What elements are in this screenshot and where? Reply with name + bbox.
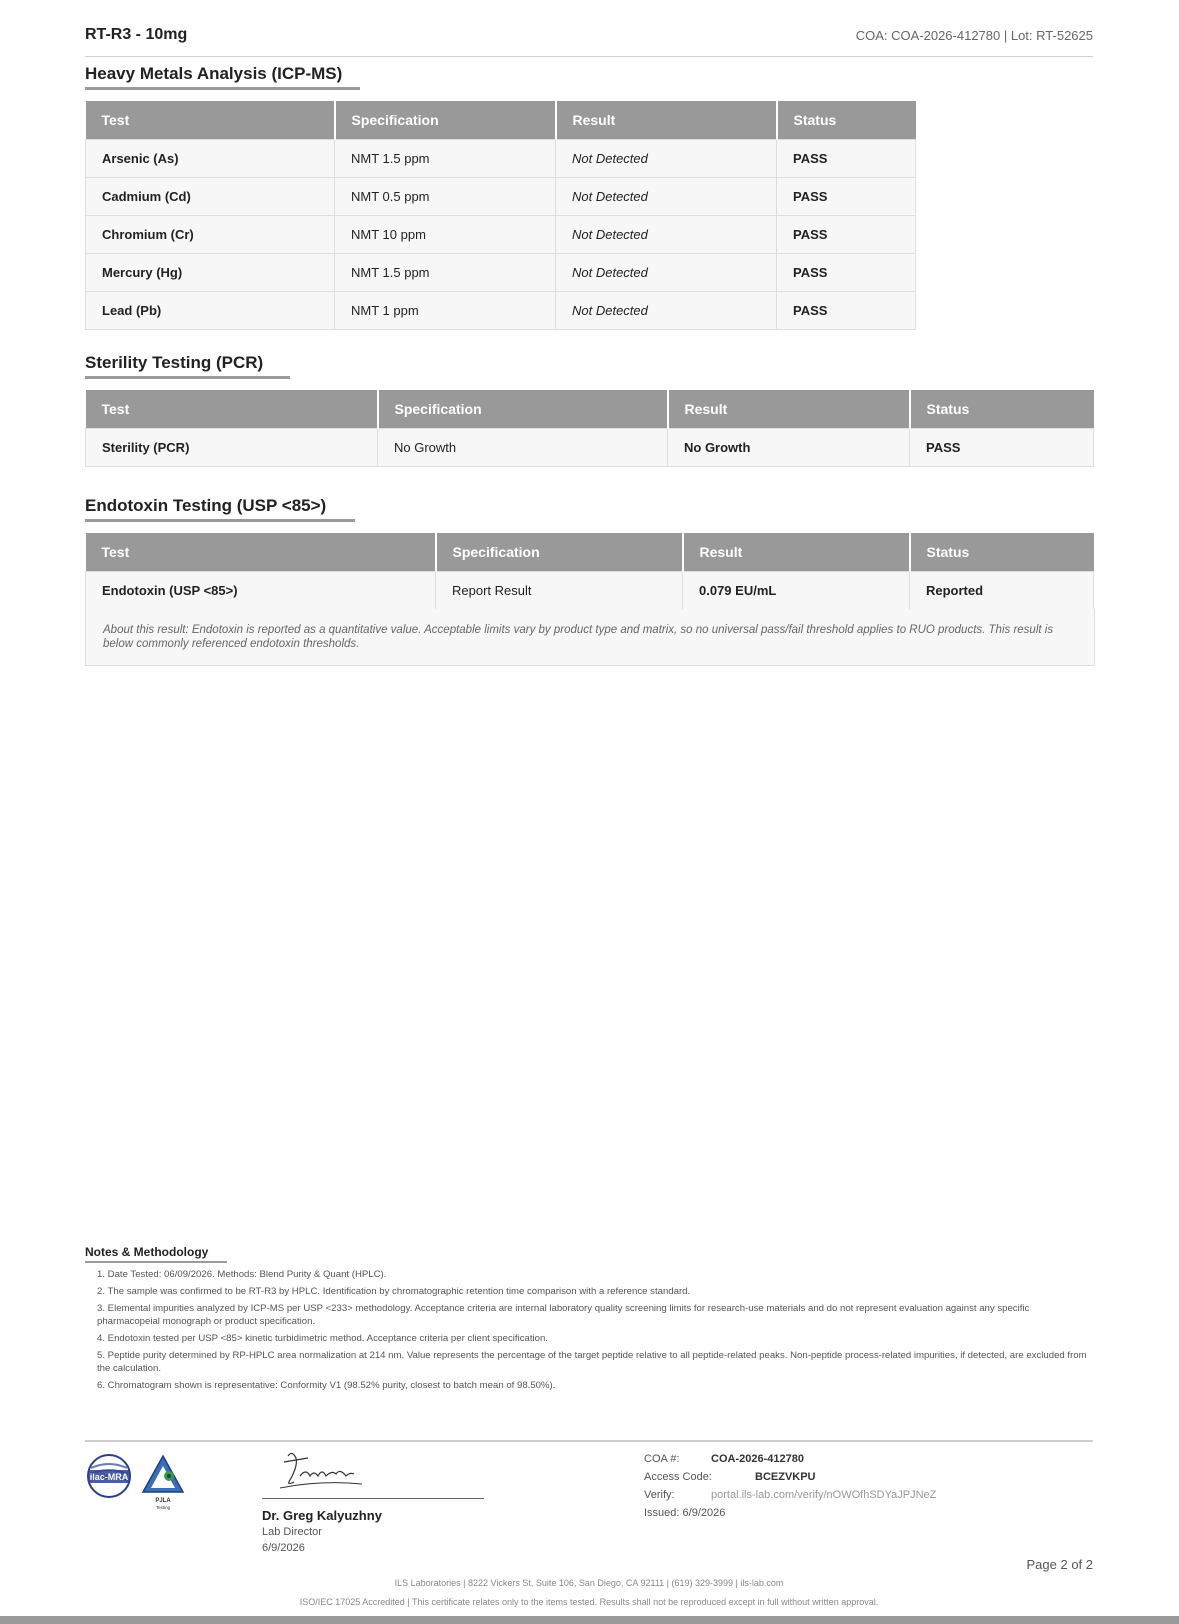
certificate-meta xyxy=(644,1453,936,1525)
table-header-row xyxy=(86,390,1094,429)
status-cell: PASS xyxy=(777,140,916,178)
access-code-value: BCEZVKPU xyxy=(755,1471,816,1483)
signature-line xyxy=(262,1498,484,1499)
spec-cell: No Growth xyxy=(378,429,668,467)
col-test: Test xyxy=(86,390,378,429)
endotoxin-about-note: About this result: Endotoxin is reported as a quantitative value. Acceptable limits vary by product type and matrix, so no universal pass/fail threshold applies to RUO products. This result is below commonly referenced endotoxin thresholds. xyxy=(85,609,1095,666)
col-specification: Specification xyxy=(378,390,668,429)
endotoxin-title: Endotoxin Testing (USP <85>) xyxy=(85,496,355,522)
coa-number-value: COA-2026-412780 xyxy=(711,1453,804,1465)
status-cell: PASS xyxy=(777,178,916,216)
heavy-metals-table xyxy=(85,101,916,330)
access-code-label: Access Code: xyxy=(644,1471,712,1483)
spec-cell: Report Result xyxy=(436,572,683,610)
col-specification: Specification xyxy=(335,101,556,140)
signer-date: 6/9/2026 xyxy=(262,1542,305,1554)
status-cell: PASS xyxy=(910,429,1094,467)
notes-title: Notes & Methodology xyxy=(85,1245,227,1263)
note-item: 2. The sample was confirmed to be RT-R3 by HPLC. Identification by chromatographic retention time comparison with a reference standard. xyxy=(97,1286,691,1297)
footer-divider xyxy=(85,1440,1093,1442)
col-status: Status xyxy=(910,533,1094,572)
table-row xyxy=(86,429,1094,467)
verify-label: Verify: xyxy=(644,1489,675,1501)
table-row xyxy=(86,292,916,330)
note-item: 4. Endotoxin tested per USP <85> kinetic turbidimetric method. Acceptance criteria per client specification. xyxy=(97,1333,548,1344)
lab-address: ILS Laboratories | 8222 Vickers St, Suite 106, San Diego, CA 92111 | (619) 329-3999 | ils-lab.com xyxy=(394,1578,784,1588)
ilac-logo-text: ilac-MRA xyxy=(89,1472,129,1482)
product-name: RT-R3 - 10mg xyxy=(85,26,188,43)
col-result: Result xyxy=(556,101,777,140)
test-cell: Sterility (PCR) xyxy=(86,429,378,467)
status-cell: PASS xyxy=(777,254,916,292)
accreditation-statement: ISO/IEC 17025 Accredited | This certificate relates only to the items tested. Results shall not be reproduced except in full without written approval. xyxy=(299,1597,879,1607)
test-cell: Mercury (Hg) xyxy=(86,254,335,292)
test-cell: Lead (Pb) xyxy=(86,292,335,330)
note-item: 6. Chromatogram shown is representative: Conformity V1 (98.52% purity, closest to batch mean of 98.50%). xyxy=(97,1380,556,1391)
verify-row xyxy=(644,1489,936,1507)
coa-number-label: COA #: xyxy=(644,1453,680,1465)
page-number: Page 2 of 2 xyxy=(1026,1557,1093,1572)
verify-link[interactable]: portal.ils-lab.com/verify/nOWOfhSDYaJPJNeZ xyxy=(711,1489,937,1501)
issued-date: Issued: 6/9/2026 xyxy=(644,1507,726,1519)
spec-cell: NMT 1.5 ppm xyxy=(335,140,556,178)
status-cell: PASS xyxy=(777,216,916,254)
result-cell: Not Detected xyxy=(556,254,777,292)
note-item: 1. Date Tested: 06/09/2026. Methods: Blend Purity & Quant (HPLC). xyxy=(97,1269,387,1280)
sterility-title: Sterility Testing (PCR) xyxy=(85,353,290,379)
table-header-row xyxy=(86,533,1094,572)
result-cell: Not Detected xyxy=(556,140,777,178)
note-item: 5. Peptide purity determined by RP-HPLC area normalization at 214 nm. Value represents the percentage of the target peptide relative to all peptide-related peaks. Non-peptide process-related impurities, if detected, are excluded from the calculation. xyxy=(97,1350,1087,1374)
test-cell: Chromium (Cr) xyxy=(86,216,335,254)
table-row xyxy=(86,254,916,292)
result-cell: Not Detected xyxy=(556,216,777,254)
page-header xyxy=(85,26,1093,57)
result-cell: Not Detected xyxy=(556,178,777,216)
table-header-row xyxy=(86,101,916,140)
result-cell: Not Detected xyxy=(556,292,777,330)
sterility-table xyxy=(85,390,1094,467)
spec-cell: NMT 1.5 ppm xyxy=(335,254,556,292)
pjla-logo-subtext: Testing xyxy=(155,1505,171,1510)
col-status: Status xyxy=(777,101,916,140)
test-cell: Endotoxin (USP <85>) xyxy=(86,572,436,610)
col-result: Result xyxy=(683,533,910,572)
coa-number-row xyxy=(644,1453,936,1471)
ilac-mra-logo-icon xyxy=(85,1452,190,1514)
col-test: Test xyxy=(86,533,436,572)
status-cell: Reported xyxy=(910,572,1094,610)
note-item: 3. Elemental impurities analyzed by ICP-MS per USP <233> methodology. Acceptance criteria are internal laboratory quality screening limits for research-use materials and do not represent evaluation against any specific pharmacopeial monograph or product specification. xyxy=(97,1303,1030,1327)
table-row xyxy=(86,572,1094,610)
col-status: Status xyxy=(910,390,1094,429)
table-row xyxy=(86,178,916,216)
coa-lot-reference: COA: COA-2026-412780 | Lot: RT-52625 xyxy=(855,28,1093,43)
heavy-metals-title: Heavy Metals Analysis (ICP-MS) xyxy=(85,64,360,90)
bottom-bar xyxy=(0,1616,1179,1624)
status-cell: PASS xyxy=(777,292,916,330)
access-code-row xyxy=(644,1471,936,1489)
endotoxin-table xyxy=(85,533,1094,610)
col-result: Result xyxy=(668,390,910,429)
pjla-logo-text: PJLA xyxy=(155,1498,171,1504)
test-cell: Cadmium (Cd) xyxy=(86,178,335,216)
result-cell: 0.079 EU/mL xyxy=(683,572,910,610)
table-row xyxy=(86,216,916,254)
result-cell: No Growth xyxy=(668,429,910,467)
col-specification: Specification xyxy=(436,533,683,572)
signer-name: Dr. Greg Kalyuzhny xyxy=(262,1508,382,1523)
notes-list xyxy=(85,1268,1093,1396)
spec-cell: NMT 0.5 ppm xyxy=(335,178,556,216)
signer-role: Lab Director xyxy=(262,1526,322,1538)
spec-cell: NMT 1 ppm xyxy=(335,292,556,330)
col-test: Test xyxy=(86,101,335,140)
table-row xyxy=(86,140,916,178)
accreditation-logos xyxy=(85,1452,190,1514)
test-cell: Arsenic (As) xyxy=(86,140,335,178)
handwritten-signature xyxy=(270,1446,370,1494)
spec-cell: NMT 10 ppm xyxy=(335,216,556,254)
